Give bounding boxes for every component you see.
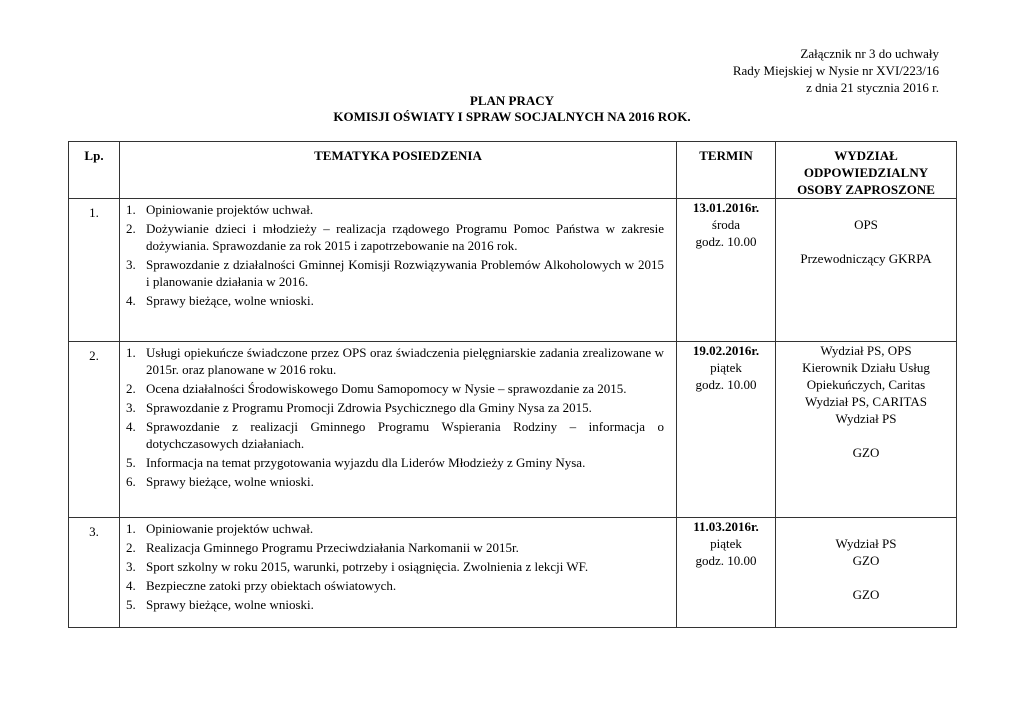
department-line: OPS bbox=[854, 217, 878, 232]
meeting-date: 19.02.2016r. bbox=[692, 343, 760, 358]
topic-text: Dożywianie dzieci i młodzieży – realizacja rządowego Programu Pomoc Państwa w zakresie dożywiania. Sprawozdanie za rok 2015 i zapotrzebowanie na 2016 rok. bbox=[146, 221, 664, 253]
topic-number: 6. bbox=[126, 474, 136, 489]
topic-text: Sprawozdanie z Programu Promocji Zdrowia Psychicznego dla Gminy Nysa za 2015. bbox=[146, 400, 592, 415]
topic-number: 3. bbox=[126, 400, 136, 415]
meeting-topics bbox=[120, 518, 677, 628]
topic-item bbox=[126, 344, 664, 378]
department-line: GZO bbox=[852, 553, 880, 568]
topic-item bbox=[126, 292, 664, 309]
topic-item bbox=[126, 201, 664, 218]
table-header-row bbox=[69, 142, 957, 199]
topic-text: Ocena działalności Środowiskowego Domu Samopomocy w Nysie – sprawozdanie za 2015. bbox=[146, 381, 627, 396]
topic-text: Sprawy bieżące, wolne wnioski. bbox=[146, 597, 314, 612]
row-number: 2. bbox=[69, 342, 120, 518]
department-line bbox=[776, 199, 956, 216]
topic-item bbox=[126, 418, 664, 452]
attachment-note bbox=[733, 45, 939, 96]
topic-item bbox=[126, 539, 664, 556]
department-line bbox=[776, 233, 956, 250]
topic-number: 3. bbox=[126, 559, 136, 574]
topic-number: 2. bbox=[126, 540, 136, 555]
topic-text: Sport szkolny w roku 2015, warunki, potrzeby i osiągnięcia. Zwolnienia z lekcji WF. bbox=[146, 559, 589, 574]
department-line: GZO bbox=[852, 445, 880, 460]
topic-text: Sprawozdanie z realizacji Gminnego Programu Wspierania Rodziny – informacja o dotychczasowych działaniach. bbox=[146, 419, 664, 451]
meeting-time: godz. 10.00 bbox=[695, 234, 757, 249]
document-title bbox=[0, 93, 1024, 125]
department-line bbox=[776, 427, 956, 444]
department-line: Przewodniczący GKRPA bbox=[800, 251, 932, 266]
topic-number: 1. bbox=[126, 202, 136, 217]
attachment-line: Załącznik nr 3 do uchwały bbox=[800, 46, 939, 61]
header-term: TERMIN bbox=[677, 142, 776, 199]
topic-text: Sprawy bieżące, wolne wnioski. bbox=[146, 474, 314, 489]
topic-text: Informacja na temat przygotowania wyjazdu dla Liderów Młodzieży z Gminy Nysa. bbox=[146, 455, 586, 470]
department-line: GZO bbox=[852, 587, 880, 602]
meeting-day: piątek bbox=[710, 360, 742, 375]
topic-list bbox=[120, 199, 676, 323]
topic-item bbox=[126, 454, 664, 471]
table-row bbox=[69, 518, 957, 628]
department-line bbox=[776, 569, 956, 586]
meeting-topics bbox=[120, 342, 677, 518]
meeting-topics bbox=[120, 199, 677, 342]
topic-number: 1. bbox=[126, 345, 136, 360]
topic-item bbox=[126, 577, 664, 594]
header-topics: TEMATYKA POSIEDZENIA bbox=[120, 142, 677, 199]
topic-number: 4. bbox=[126, 578, 136, 593]
department-line: Wydział PS, OPS bbox=[820, 343, 912, 358]
topic-item bbox=[126, 399, 664, 416]
topic-number: 2. bbox=[126, 221, 136, 236]
department-line: Wydział PS bbox=[835, 411, 897, 426]
work-plan-table bbox=[68, 141, 957, 628]
department-line: Wydział PS, CARITAS bbox=[804, 394, 928, 409]
topic-list bbox=[120, 342, 676, 504]
topic-item bbox=[126, 520, 664, 537]
topic-text: Opiniowanie projektów uchwał. bbox=[146, 202, 314, 217]
topic-number: 5. bbox=[126, 455, 136, 470]
topic-text: Bezpieczne zatoki przy obiektach oświatowych. bbox=[146, 578, 397, 593]
meeting-term bbox=[677, 342, 776, 518]
topic-number: 4. bbox=[126, 419, 136, 434]
title-line: KOMISJI OŚWIATY I SPRAW SOCJALNYCH NA 2016 ROK. bbox=[333, 109, 691, 124]
topic-item bbox=[126, 596, 664, 613]
responsible-department bbox=[776, 199, 957, 342]
topic-number: 2. bbox=[126, 381, 136, 396]
table-row bbox=[69, 199, 957, 342]
meeting-day: środa bbox=[711, 217, 741, 232]
meeting-date: 11.03.2016r. bbox=[693, 519, 759, 534]
topic-text: Usługi opiekuńcze świadczone przez OPS oraz świadczenia pielęgniarskie zadania zrealizowane w 2015r. oraz planowane w 2016 roku. bbox=[146, 345, 664, 377]
table-row bbox=[69, 342, 957, 518]
topic-number: 1. bbox=[126, 521, 136, 536]
topic-text: Sprawozdanie z działalności Gminnej Komisji Rozwiązywania Problemów Alkoholowych w 2015 i planowanie działania w 2016. bbox=[146, 257, 664, 289]
meeting-term bbox=[677, 199, 776, 342]
topic-item bbox=[126, 558, 664, 575]
department-line: Wydział PS bbox=[835, 536, 897, 551]
meeting-term bbox=[677, 518, 776, 628]
topic-number: 4. bbox=[126, 293, 136, 308]
topic-item bbox=[126, 256, 664, 290]
attachment-line: z dnia 21 stycznia 2016 r. bbox=[806, 80, 939, 95]
topic-text: Sprawy bieżące, wolne wnioski. bbox=[146, 293, 314, 308]
responsible-department bbox=[776, 518, 957, 628]
meeting-date: 13.01.2016r. bbox=[692, 200, 760, 215]
row-number: 3. bbox=[69, 518, 120, 628]
header-dept-line: ODPOWIEDZIALNY bbox=[803, 165, 929, 180]
meeting-time: godz. 10.00 bbox=[695, 377, 757, 392]
header-dept-line: OSOBY ZAPROSZONE bbox=[797, 182, 935, 197]
topic-number: 3. bbox=[126, 257, 136, 272]
title-line: PLAN PRACY bbox=[469, 93, 555, 108]
topic-item bbox=[126, 220, 664, 254]
responsible-department bbox=[776, 342, 957, 518]
department-line bbox=[776, 518, 956, 535]
topic-item bbox=[126, 380, 664, 397]
topic-list bbox=[120, 518, 676, 627]
meeting-day: piątek bbox=[710, 536, 742, 551]
header-department bbox=[776, 142, 957, 199]
header-dept-line: WYDZIAŁ bbox=[834, 148, 898, 163]
topic-text: Realizacja Gminnego Programu Przeciwdziałania Narkomanii w 2015r. bbox=[146, 540, 519, 555]
attachment-line: Rady Miejskiej w Nysie nr XVI/223/16 bbox=[732, 63, 939, 78]
topic-text: Opiniowanie projektów uchwał. bbox=[146, 521, 314, 536]
topic-number: 5. bbox=[126, 597, 136, 612]
row-number: 1. bbox=[69, 199, 120, 342]
department-line: Kierownik Działu Usług Opiekuńczych, Caritas bbox=[802, 360, 930, 392]
meeting-time: godz. 10.00 bbox=[695, 553, 757, 568]
header-lp: Lp. bbox=[69, 142, 120, 199]
topic-item bbox=[126, 473, 664, 490]
